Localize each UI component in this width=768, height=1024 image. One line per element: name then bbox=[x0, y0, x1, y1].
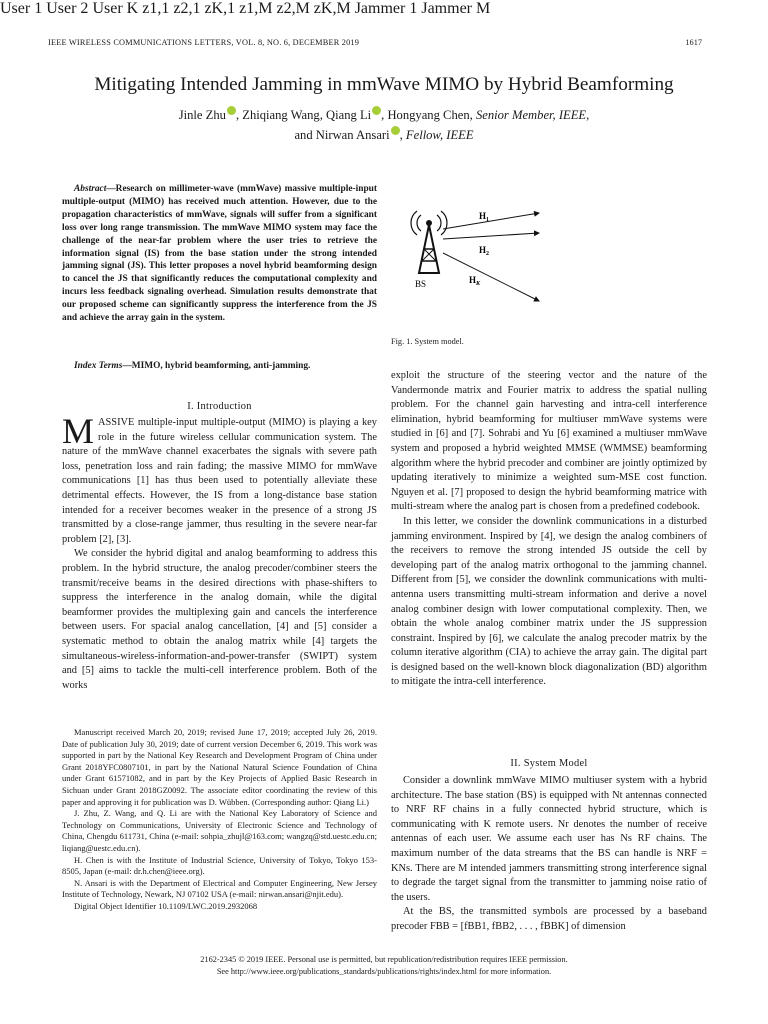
orcid-icon[interactable] bbox=[227, 106, 236, 115]
z1m-label: z1,M bbox=[239, 0, 273, 17]
bs-label: BS bbox=[415, 279, 427, 289]
running-header: IEEE WIRELESS COMMUNICATIONS LETTERS, VOL. 8, NO. 6, DECEMBER 2019 bbox=[48, 38, 360, 47]
author-line-1: Jinle Zhu , Zhiqiang Wang, Qiang Li , Hongyang Chen, Senior Member, IEEE, bbox=[0, 105, 768, 123]
section-heading-system-model: II. System Model bbox=[510, 758, 588, 769]
base-station-icon bbox=[411, 211, 447, 273]
index-terms-lead: Index Terms bbox=[74, 361, 123, 371]
page-number: 1617 bbox=[685, 38, 702, 47]
intro-paragraph-2: We consider the hybrid digital and analog beamforming to address this problem. In the hybrid structure, the analog precoder/combiner steers the transmit/receive beams in the desired directions with phase-shifters to suppress the interference in the analog domain, while the digital beamformer provides the multiplexing gain and cancels the interference between users. For spacial analog cancellation, [4] and [5] consider a systematic method to obtain the analog matrix while [4] targets the simultaneous-wireless-information-and-power-transfer (SWIPT) system and [5] aims to tackle the multi-cell interference problem. Both of the works bbox=[62, 548, 377, 691]
zkm-label: zK,M bbox=[313, 0, 351, 17]
channel-h1-arrow bbox=[443, 213, 539, 229]
system-model-paragraph-1: Consider a downlink mmWave MIMO multiuser system with a hybrid architecture. The base station (BS) is equipped with Nt antennas connected to NRF RF chains in a fully connected hybrid structure, which is communicating with K remote users. Nr denotes the number of receive antennas of each user. We assume each user has Ns RF chains. The maximum number of the data streams that the BS can handle is NRF = KNs. There are M intended jammers transmitting strong interference signal to degrade the target signal from the transmitter to jamming noise ratio of the users. bbox=[391, 775, 707, 903]
jammer-1-label: Jammer 1 bbox=[354, 0, 418, 17]
z21-label: z2,1 bbox=[173, 0, 201, 17]
footnotes bbox=[62, 727, 377, 913]
section-heading-introduction: I. Introduction bbox=[187, 401, 252, 412]
intro-paragraph-1: ASSIVE multiple-input multiple-output (MIMO) is playing a key role in the future wireless cellular communication system. The nature of the mmWave channel exacerbates the signals with severe path loss, penetration loss and rain fading; the massive MIMO for mmWave communications [1] has thus been used to potentially alleviate these detrimental effects. However, the IS from a long-distance base station intended for a receiver becomes weaker in the presence of a strong JS transmitted by a close-range jammer, thus resulting in the severe near-far problem [2], [3]. bbox=[62, 417, 377, 545]
channel-hk-arrow bbox=[443, 253, 539, 301]
system-model-figure bbox=[391, 183, 707, 333]
abstract-lead: Abstract bbox=[74, 184, 107, 194]
orcid-icon[interactable] bbox=[391, 126, 400, 135]
related-work-paragraph: exploit the structure of the steering vector and the nature of the Vandermonde matrix and Fourier matrix to address the spatial nulling problem. For the channel gain harvesting and intra-cell interference elimination, hybrid beamforming for multiuser mmWave systems were studied in [6] and [7]. Sohrabi and Yu [6] examined a multiuser mmWave system and proposed a hybrid weighted MMSE (WMMSE) beamforming algorithm where the hybrid precoder and combiner are jointly optimized by updating iteratively to minimize a weighted sum-MSE cost function. Nguyen et al. [7] proposed to design the hybrid beamforming matrice with multi-stream where the analog part is chosen from a predefined codebook. bbox=[391, 370, 707, 513]
user-k-label: User K bbox=[92, 0, 139, 17]
h1-label: $H_1$ bbox=[479, 211, 490, 223]
user-1-label: User 1 bbox=[0, 0, 43, 17]
system-model-paragraph-2: At the BS, the transmitted symbols are processed by a baseband precoder FBB = [fBB1, fBB2, . . . , fBBK] of dimension bbox=[391, 906, 707, 932]
contribution-paragraph: In this letter, we consider the downlink communications in a disturbed jamming environment. Inspired by [4], we design the analog combiners of the receivers to remove the strong intended JS outside the cell by developing part of the analog matrix orthogonal to the jamming channel. Different from [5], we consider the downlink communications with multi-antenna users transmitting multi-stream information and derive a novel analog combiner design with lower computational complexity. Then, we obtain the whole analog combiner matrix under the JS suppression constraint. Inspired by [6], we calculate the analog precoder matrix by the column iterative algorithm (CIA) to achieve the array gain. The digital part is designed based on the well-known block diagonalization (BD) algorithm to mitigate the intra-cell interference. bbox=[391, 515, 707, 688]
intro-body bbox=[62, 411, 377, 693]
right-column-body bbox=[391, 369, 707, 690]
footnote-doi: Digital Object Identifier 10.1109/LWC.2019.2932068 bbox=[74, 900, 258, 911]
system-model-body bbox=[391, 774, 707, 935]
abstract bbox=[62, 183, 377, 325]
copyright-line-2: See http://www.ieee.org/publications_standards/publications/rights/index.html for more information. bbox=[216, 967, 552, 976]
orcid-icon[interactable] bbox=[372, 106, 381, 115]
channel-h2-arrow bbox=[443, 233, 539, 239]
zk1-label: zK,1 bbox=[204, 0, 236, 17]
z11-label: z1,1 bbox=[142, 0, 170, 17]
jammer-m-label: Jammer M bbox=[421, 0, 491, 17]
author-line-2: and Nirwan Ansari , Fellow, IEEE bbox=[0, 125, 768, 143]
z2m-label: z2,M bbox=[276, 0, 310, 17]
figure-caption: Fig. 1. System model. bbox=[391, 337, 464, 346]
abstract-text: —Research on millimeter-wave (mmWave) massive multiple-input multiple-output (MIMO) has received much attention. However, due to the propagation characteristics of mmWave, signals will suffer from a significant loss over long range transmission. The mmWave MIMO system may face the challenge of the near-far problem where the user tries to retrieve the information signal (IS) from the base station under the strong intended jamming signal (JS). This letter proposes a novel hybrid beamforming design to cancel the JS that significantly reduces the computational complexity and incurs less feedback signaling overhead. Simulation results demonstrate that our proposed scheme can significantly suppress the interference from the JS and achieve the array gain in the system. bbox=[62, 184, 377, 324]
h2-label: $H_2$ bbox=[479, 245, 490, 257]
footnote-affiliation-2: H. Chen is with the Institute of Industrial Science, University of Tokyo, Tokyo 153-8505, Japan (e-mail: dr.h.chen@ieee.org). bbox=[62, 854, 377, 877]
footnote-affiliation-3: N. Ansari is with the Department of Electrical and Computer Engineering, New Jersey Institute of Technology, Newark, NJ 07102 USA (e-mail: nirwan.ansari@njit.edu). bbox=[62, 877, 377, 900]
paper-title: Mitigating Intended Jamming in mmWave MIMO by Hybrid Beamforming bbox=[94, 74, 674, 95]
hk-label: $H_K$ bbox=[469, 275, 481, 287]
index-terms bbox=[62, 361, 377, 371]
drop-cap: M bbox=[62, 411, 95, 451]
footnote-manuscript: Manuscript received March 20, 2019; revised June 17, 2019; accepted July 26, 2019. Date of publication July 30, 2019; date of current version December 6, 2019. This work was supported in part by the National Key Research and Development Program of China under Grant 2018YFC0807101, in part by the National Natural Science Foundation of China under Grant 61571082, and in part by the Key Projects of Applied Basic Research in Sichuan under Grant 2018GZ0092. The associate editor coordinating the review of this paper and approving it for publication was D. Wübben. (Corresponding author: Qiang Li.) bbox=[62, 727, 377, 807]
copyright-line-1: 2162-2345 © 2019 IEEE. Personal use is permitted, but republication/redistribution requires IEEE permission. bbox=[200, 955, 568, 964]
footnote-affiliation-1: J. Zhu, Z. Wang, and Q. Li are with the National Key Laboratory of Science and Technology on Communications, University of Electronic Science and Technology of China, Chengdu 611731, China (e-mail: sohpia_zhujl@163.com; wangzq@std.uestc.edu.cn; liqiang@uestc.edu.cn). bbox=[62, 808, 377, 853]
index-terms-text: —MIMO, hybrid beamforming, anti-jamming. bbox=[122, 361, 311, 371]
user-2-label: User 2 bbox=[46, 0, 89, 17]
